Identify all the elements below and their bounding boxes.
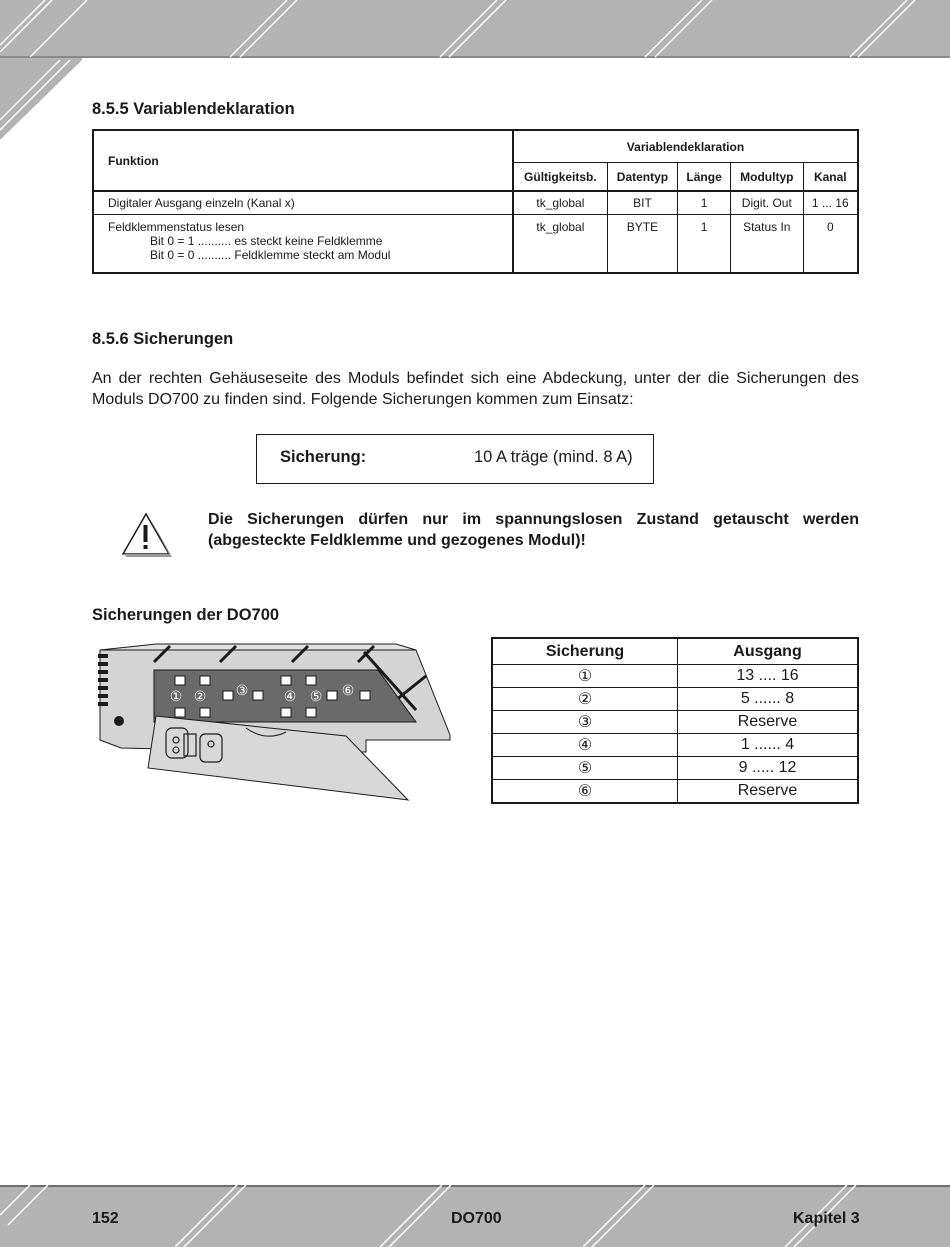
fuse-label-4: ④ [283, 689, 297, 705]
table-row [492, 665, 858, 688]
output-range-cell: 5 ...... 8 [678, 688, 859, 711]
fuse-spec-box [256, 434, 654, 484]
table-row [492, 688, 858, 711]
module-fuse-diagram [96, 640, 456, 805]
table-cell: Digit. Out [731, 191, 804, 215]
header-variablendeklaration: Variablendeklaration [513, 130, 858, 163]
section-heading-sicherungen-do700: Sicherungen der DO700 [92, 606, 280, 624]
table-row [93, 191, 858, 215]
column-header: Länge [678, 163, 731, 192]
table-cell: tk_global [513, 191, 607, 215]
column-header: Ausgang [678, 638, 859, 665]
footer-product: DO700 [451, 1210, 502, 1227]
table-row [492, 711, 858, 734]
function-cell: Digitaler Ausgang einzeln (Kanal x) [93, 191, 513, 215]
fuse-spec-label: Sicherung: [280, 448, 367, 466]
fuse-spec-value: 10 A träge (mind. 8 A) [474, 448, 633, 466]
footer-chapter: Kapitel 3 [793, 1210, 860, 1227]
table-row [492, 780, 858, 804]
table-cell: BIT [607, 191, 677, 215]
output-range-cell: 1 ...... 4 [678, 734, 859, 757]
table-cell: tk_global [513, 215, 607, 274]
warning-text: Die Sicherungen dürfen nur im spannungslosen Zustand getauscht werden (abgesteckte Feldklemme und gezogenes Modul)! [208, 511, 859, 549]
fuse-label-6: ⑥ [341, 683, 355, 699]
intro-paragraph: An der rechten Gehäuseseite des Moduls befindet sich eine Abdeckung, unter der die Sicherungen des Moduls DO700 zu finden sind. Folgende Sicherungen kommen zum Einsatz: [92, 370, 859, 408]
fuse-number-cell: ① [492, 665, 678, 688]
table-cell: BYTE [607, 215, 677, 274]
output-range-cell: Reserve [678, 711, 859, 734]
fuse-number-cell: ③ [492, 711, 678, 734]
header-funktion: Funktion [93, 130, 513, 191]
function-title: Feldklemmenstatus lesen [108, 220, 245, 234]
table-cell: 0 [803, 215, 858, 274]
fuse-output-table [491, 637, 859, 804]
fuse-number-cell: ⑤ [492, 757, 678, 780]
fuse-number-cell: ⑥ [492, 780, 678, 804]
fuse-label-3: ③ [235, 683, 249, 699]
table-cell: Status In [731, 215, 804, 274]
column-header: Sicherung [492, 638, 678, 665]
output-range-cell: 9 ..... 12 [678, 757, 859, 780]
output-range-cell: 13 .... 16 [678, 665, 859, 688]
table-cell: 1 ... 16 [803, 191, 858, 215]
page-number: 152 [92, 1210, 119, 1227]
table-cell: 1 [678, 215, 731, 274]
fuse-label-2: ② [193, 689, 207, 705]
warning-triangle-icon [120, 511, 172, 557]
column-header: Datentyp [607, 163, 677, 192]
column-header: Kanal [803, 163, 858, 192]
function-sub-line: Bit 0 = 0 .......... Feldklemme steckt am Modul [150, 248, 391, 262]
table-row [492, 734, 858, 757]
fuse-number-cell: ④ [492, 734, 678, 757]
header-band [0, 0, 950, 150]
output-range-cell: Reserve [678, 780, 859, 804]
section-heading-variablendeklaration: 8.5.5 Variablendeklaration [92, 100, 295, 118]
fuse-number-cell: ② [492, 688, 678, 711]
table-row [492, 757, 858, 780]
column-header: Modultyp [731, 163, 804, 192]
function-cell [93, 215, 513, 274]
fuse-label-5: ⑤ [309, 689, 323, 705]
variable-declaration-table [92, 129, 859, 274]
fuse-label-1: ① [169, 689, 183, 705]
table-row [93, 215, 858, 274]
column-header: Gültigkeitsb. [513, 163, 607, 192]
function-sub-line: Bit 0 = 1 .......... es steckt keine Feldklemme [150, 234, 383, 248]
section-heading-sicherungen: 8.5.6 Sicherungen [92, 330, 234, 348]
table-cell: 1 [678, 191, 731, 215]
